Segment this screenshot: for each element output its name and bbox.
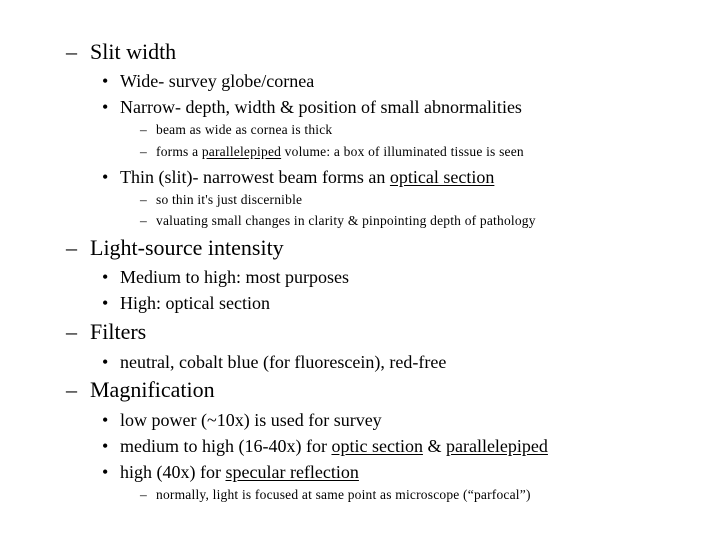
bullet-marker: • [102,267,109,287]
parallelepiped-link[interactable]: parallelepiped [445,436,548,456]
heading-slit-width: – Slit width [66,39,177,64]
optic-section-link[interactable]: optic section [331,436,423,456]
bullet-marker: • [102,71,109,91]
sub-so-thin: – so thin it's just discernible [140,192,303,207]
sub-parfocal: – normally, light is focused at same point as microscope (“parfocal”) [140,487,531,502]
dash-marker: – [66,235,77,260]
specular-reflection-link[interactable]: specular reflection [225,462,359,482]
sub-beam-wide: – beam as wide as cornea is thick [140,122,333,137]
bullet-high-optical: • High: optical section [102,293,270,313]
sub-parallelepiped-volume: – forms a parallelepiped volume: a box of illuminated tissue is seen [140,144,524,159]
bullet-wide: • Wide- survey globe/cornea [102,71,315,91]
heading-light-source-intensity: – Light-source intensity [66,235,284,260]
dash-marker: – [140,487,147,502]
dash-marker: – [66,319,77,344]
bullet-marker: • [102,462,109,482]
heading-filters: – Filters [66,319,147,344]
dash-marker: – [140,122,147,137]
dash-marker: – [66,39,77,64]
dash-marker: – [140,192,147,207]
dash-marker: – [140,213,147,228]
bullet-marker: • [102,436,109,456]
optical-section-link[interactable]: optical section [389,167,495,187]
bullet-marker: • [102,410,109,430]
bullet-marker: • [102,352,109,372]
heading-magnification: – Magnification [66,377,215,402]
bullet-high-40x: • high (40x) for specular reflection [102,462,359,482]
bullet-marker: • [102,97,109,117]
bullet-filters: • neutral, cobalt blue (for fluorescein), red-free [102,352,447,372]
bullet-thin: • Thin (slit)- narrowest beam forms an optical section [102,167,495,187]
bullet-marker: • [102,167,109,187]
dash-marker: – [140,144,147,159]
bullet-medium-to-high: • Medium to high: most purposes [102,267,349,287]
bullet-narrow: • Narrow- depth, width & position of small abnormalities [102,97,522,117]
parallelepiped-link[interactable]: parallelepiped [201,144,282,159]
bullet-marker: • [102,293,109,313]
dash-marker: – [66,377,77,402]
sub-valuating: – valuating small changes in clarity & pinpointing depth of pathology [140,213,536,228]
bullet-low-power: • low power (~10x) is used for survey [102,410,382,430]
bullet-medium-high: • medium to high (16-40x) for optic section & parallelepiped [102,436,548,456]
